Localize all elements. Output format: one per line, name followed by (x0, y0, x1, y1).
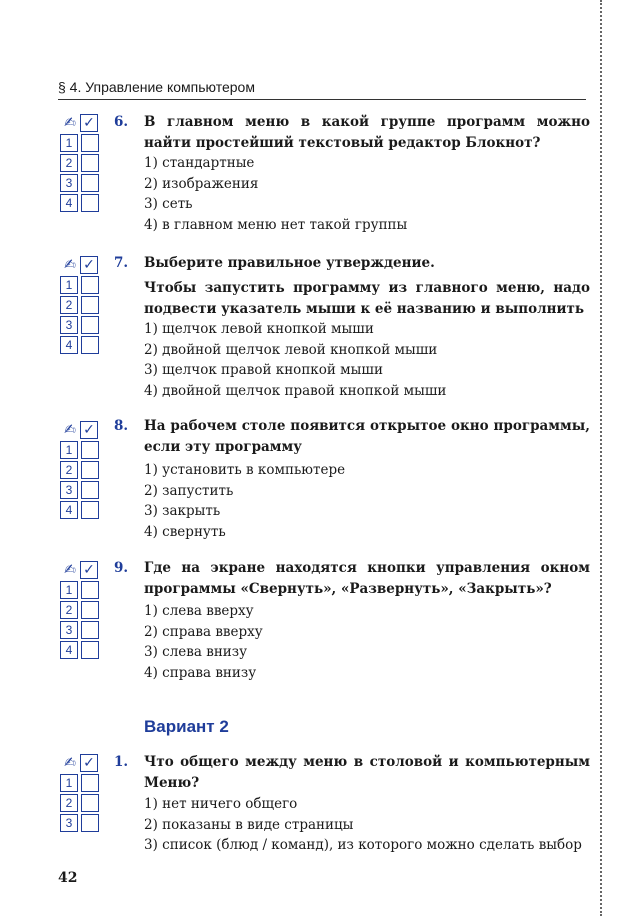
option-number-box: 3 (60, 316, 78, 334)
check-box[interactable]: ✓ (80, 561, 98, 579)
option: 1) щелчок левой кнопкой мыши (144, 321, 374, 337)
question-text: Где на экране находятся кнопки управления окном программы «Свернуть», «Развернуть», «Закрыть»? (144, 560, 590, 597)
answer-checkbox[interactable] (81, 641, 99, 659)
option: 3) щелчок правой кнопкой мыши (144, 362, 383, 378)
check-box[interactable]: ✓ (80, 754, 98, 772)
answer-checkbox[interactable] (81, 316, 99, 334)
answer-checkbox[interactable] (81, 581, 99, 599)
option: 2) запустить (144, 482, 234, 499)
pen-icon: ✍ (64, 561, 76, 578)
option-number-box: 3 (60, 481, 78, 499)
option: 4) справа внизу (144, 664, 257, 681)
option: 1) стандартные (144, 155, 255, 171)
answer-box-q8 (60, 420, 100, 520)
pen-icon: ✍ (64, 114, 76, 131)
answer-checkbox[interactable] (81, 814, 99, 832)
option-number-box: 3 (60, 621, 78, 639)
option-number-box: 4 (60, 501, 78, 519)
option-number-box: 1 (60, 581, 78, 599)
question-number: 1. (114, 754, 129, 770)
option-number-box: 4 (60, 194, 78, 212)
option: 1) установить в компьютере (144, 462, 346, 478)
answer-checkbox[interactable] (81, 774, 99, 792)
question-text: На рабочем столе появится открытое окно программы, если эту программу (144, 418, 590, 455)
answer-checkbox[interactable] (81, 296, 99, 314)
question-text: Выберите правильное утверждение. (144, 255, 435, 271)
answer-checkbox[interactable] (81, 154, 99, 172)
answer-checkbox[interactable] (81, 461, 99, 479)
pen-icon: ✍ (64, 754, 76, 771)
options-q9 (144, 601, 263, 683)
question-number: 7. (114, 255, 129, 271)
answer-checkbox[interactable] (81, 481, 99, 499)
question-9 (114, 558, 590, 600)
option: 3) список (блюд / команд), из которого можно сделать выбор (144, 837, 582, 853)
options-q7 (144, 319, 446, 401)
check-box[interactable]: ✓ (80, 114, 98, 132)
answer-checkbox[interactable] (81, 601, 99, 619)
option-number-box: 2 (60, 601, 78, 619)
option: 3) слева внизу (144, 644, 248, 660)
option: 2) справа вверху (144, 623, 263, 640)
pen-icon: ✍ (64, 256, 76, 273)
answer-checkbox[interactable] (81, 621, 99, 639)
answer-checkbox[interactable] (81, 276, 99, 294)
question-text-2: Чтобы запустить программу из главного меню, надо подвести указатель мыши к её названию и выполнить (144, 280, 590, 317)
check-box[interactable]: ✓ (80, 256, 98, 274)
option: 2) двойной щелчок левой кнопкой мыши (144, 341, 438, 358)
options-q8 (144, 460, 345, 542)
question-text: В главном меню в какой группе программ можно найти простейший текстовый редактор Блокнот? (144, 114, 590, 151)
question-number: 9. (114, 560, 129, 576)
question-number: 8. (114, 418, 129, 434)
option-number-box: 1 (60, 774, 78, 792)
answer-checkbox[interactable] (81, 441, 99, 459)
option-number-box: 2 (60, 296, 78, 314)
option: 1) нет ничего общего (144, 796, 298, 812)
check-box[interactable]: ✓ (80, 421, 98, 439)
option: 4) в главном меню нет такой группы (144, 216, 408, 233)
option: 4) двойной щелчок правой кнопкой мыши (144, 382, 447, 399)
option: 2) показаны в виде страницы (144, 816, 354, 833)
answer-box-q9 (60, 560, 100, 660)
answer-box-q7 (60, 255, 100, 355)
answer-box-v2-q1 (60, 753, 100, 833)
option: 3) закрыть (144, 503, 221, 519)
answer-checkbox[interactable] (81, 501, 99, 519)
answer-checkbox[interactable] (81, 794, 99, 812)
option-number-box: 2 (60, 154, 78, 172)
answer-checkbox[interactable] (81, 194, 99, 212)
option-number-box: 3 (60, 174, 78, 192)
answer-checkbox[interactable] (81, 336, 99, 354)
perforation-line (600, 0, 602, 916)
options-q6 (144, 153, 407, 235)
option: 4) свернуть (144, 523, 226, 540)
options-v2-q1 (144, 794, 582, 856)
variant-question-1 (114, 752, 590, 794)
option: 2) изображения (144, 175, 259, 192)
answer-checkbox[interactable] (81, 134, 99, 152)
option-number-box: 4 (60, 336, 78, 354)
page-number: 42 (58, 870, 78, 886)
option: 1) слева вверху (144, 603, 254, 619)
option-number-box: 1 (60, 276, 78, 294)
question-text: Что общего между меню в столовой и компьютерным Меню? (144, 754, 590, 791)
option-number-box: 2 (60, 461, 78, 479)
option-number-box: 2 (60, 794, 78, 812)
question-8 (114, 416, 590, 458)
option: 3) сеть (144, 196, 193, 212)
answer-box-q6 (60, 113, 100, 213)
option-number-box: 4 (60, 641, 78, 659)
option-number-box: 3 (60, 814, 78, 832)
question-number: 6. (114, 114, 129, 130)
answer-checkbox[interactable] (81, 174, 99, 192)
option-number-box: 1 (60, 134, 78, 152)
question-7 (114, 253, 590, 320)
option-number-box: 1 (60, 441, 78, 459)
header-rule (58, 99, 586, 100)
section-header: § 4. Управление компьютером (58, 79, 255, 95)
variant-heading: Вариант 2 (144, 717, 229, 736)
pen-icon: ✍ (64, 421, 76, 438)
question-6 (114, 112, 590, 154)
